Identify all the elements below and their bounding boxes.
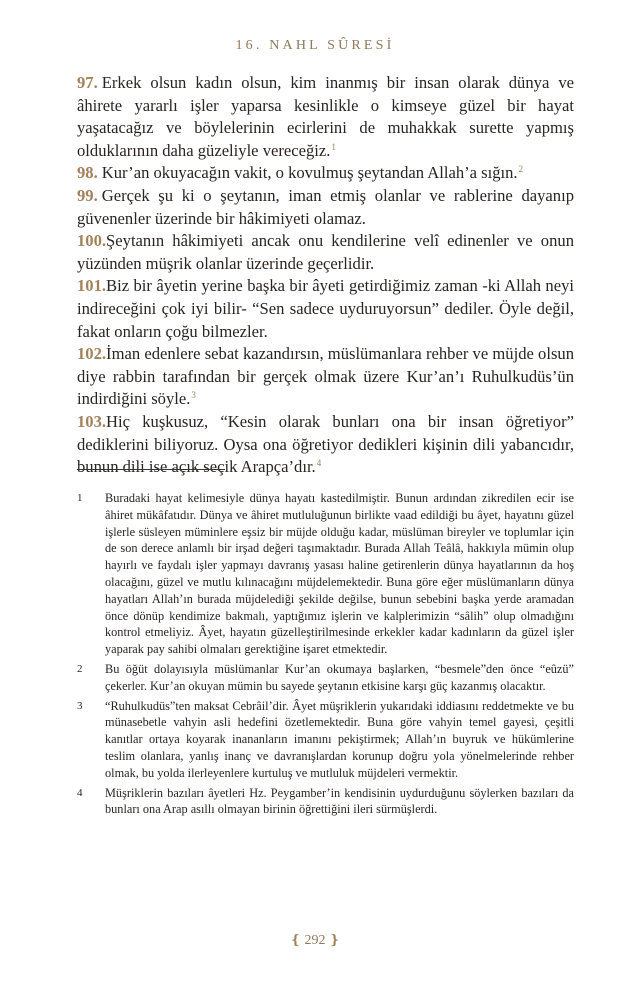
footnote-number: 3 <box>77 699 83 712</box>
left-ornament-icon: ❴ <box>290 932 301 947</box>
verse-number: 100. <box>77 231 107 251</box>
verse-98 <box>77 162 574 185</box>
page-number-footer <box>0 932 630 949</box>
verse-102 <box>77 343 574 411</box>
right-ornament-icon: ❵ <box>329 932 340 947</box>
verses-block <box>77 72 574 479</box>
verse-101 <box>77 275 574 343</box>
footnote-2 <box>77 661 574 695</box>
footnote-1 <box>77 490 574 658</box>
footnote-text: Buradaki hayat kelimesiyle dünya hayatı kastedilmiştir. Bunun ardından zikredilen ecir ise âhiret mükâfatıdır. Dünya ve âhiret mutluluğunun birlikte vaad edildiği bu âyet, hayatını güzel işlerle süsleyen müminlere eşsiz bir müjde olduğu kadar, müslüman bireyler ve toplumlar için de son derece anlamlı bir irşad değeri taşımaktadır. Burada Allah Teâlâ, hakkıyla mümin olup hayırlı ve faydalı işler yapmayı davranış yasası haline getirenlerin dünya hayatlarının da hoş olacağını, güzel ve mutlu kılınacağını müjdelemektedir. Buna göre eğer müslümanların dünya hayatları Allah’ın burada müjdelediği şekilde değilse, bunun sebebini başka yerde aramadan önce dönüp kendimize bakmalı, yaptığımız işlerin ve kalplerimizin “sâlih” olup olmadığını kontrol etmeliyiz. Âyet, hayatın güzelleştirilmesinde erkekler kadar kadınların da güzel işler yaparak pay sahibi olmaları gerektiğine işaret etmektedir. <box>105 491 574 657</box>
verse-text: Gerçek şu ki o şeytanın, iman etmiş olanlar ve rablerine dayanıp güvenenler üzerinde bir hâkimiyeti olamaz. <box>77 185 574 228</box>
footnote-divider <box>77 469 225 470</box>
verse-number: 99. <box>77 185 98 205</box>
verse-number: 103. <box>77 411 107 431</box>
page-number: 292 <box>304 933 326 948</box>
verse-text: Hiç kuşkusuz, “Kesin olarak bunları ona bir insan öğretiyor” dediklerini biliyoruz. Oysa ona öğretiyor dedikleri kişinin dili yabancıdır, bunun dili ise açık seçik Arapça’dır. <box>77 411 574 477</box>
verse-number: 101. <box>77 276 107 296</box>
verse-97 <box>77 72 574 162</box>
footnotes <box>77 490 574 821</box>
chapter-header: 16. NAHL SÛRESİ <box>235 38 395 53</box>
footnote-text: Müşriklerin bazıları âyetleri Hz. Peygamber’in kendisinin uydurduğunu söylerken bazıları da bunları ona Arap asıllı olmayan birinin öğrettiğini ileri sürmüşlerdi. <box>105 785 574 817</box>
footnote-ref[interactable]: 2 <box>518 164 524 175</box>
footnote-ref[interactable]: 3 <box>191 390 196 401</box>
footnote-3 <box>77 698 574 782</box>
footnote-number: 4 <box>77 786 83 799</box>
verse-number: 98. <box>77 163 98 183</box>
footnote-ref[interactable]: 1 <box>331 141 336 152</box>
footnote-number: 1 <box>77 492 83 504</box>
verse-text: İman edenlere sebat kazandırsın, müslümanlara rehber ve müjde olsun diye rabbin tarafından bir gerçek olmak üzere Kur’an’ı Ruhulkudüs’ün indirdiğini söyle. <box>77 344 574 409</box>
footnote-number: 2 <box>77 662 83 675</box>
footnote-text: “Ruhulkudüs”ten maksat Cebrâil’dir. Âyet müşriklerin yukarıdaki iddiasını reddetmekte ve bu münasebetle vahyin asli hedefini özetlemektedir. Buna göre vahyin temel gayesi, çeşitli kanıtlar ortaya koyarak inananların imanını pekiştirmek; Allah’ın buyruk ve hükümlerine teslim olanlara, yanlış inanç ve davranışlardan korunup doğru yola yönelmelerinde rehber olmak, bu yolda ilerleyenlere kurtuluş ve mutluluk müjdeleri vermektir. <box>105 698 574 780</box>
verse-number: 102. <box>77 344 107 364</box>
verse-100 <box>77 230 574 275</box>
verse-number: 97. <box>77 73 98 92</box>
footnote-ref[interactable]: 4 <box>316 458 322 469</box>
footnote-text: Bu öğüt dolayısıyla müslümanlar Kur’an okumaya başlarken, “besmele”den önce “eûzü” çekerler. Kur’an okuyan mümin bu sayede şeytanın etkisine karşı güç kazanmış olacaktır. <box>105 661 574 693</box>
verse-99 <box>77 185 574 230</box>
verse-text: Biz bir âyetin yerine başka bir âyeti getirdiğimiz zaman -ki Allah neyi indireceğini çok iyi bilir- “Sen sadece uyduruyorsun” dediler. Öyle değil, fakat onların çoğu bilmezler. <box>77 276 574 341</box>
footnote-4 <box>77 785 574 819</box>
verse-text: Şeytanın hâkimiyeti ancak onu kendilerine velî edinenler ve onun yüzünden müşrik olanlar üzerinde geçerlidir. <box>77 231 574 273</box>
verse-text: Erkek olsun kadın olsun, kim inanmış bir insan olarak dünya ve âhirete yararlı işler yaparsa kesinlikle o kimseye güzel bir hayat yaşatacağız ve böylelerinin ecirlerini de muhakkak surette yapmış olduklarının daha güzeliyle vereceğiz. <box>77 73 574 160</box>
verse-text: Kur’an okuyacağın vakit, o kovulmuş şeytandan Allah’a sığın. <box>101 163 518 183</box>
